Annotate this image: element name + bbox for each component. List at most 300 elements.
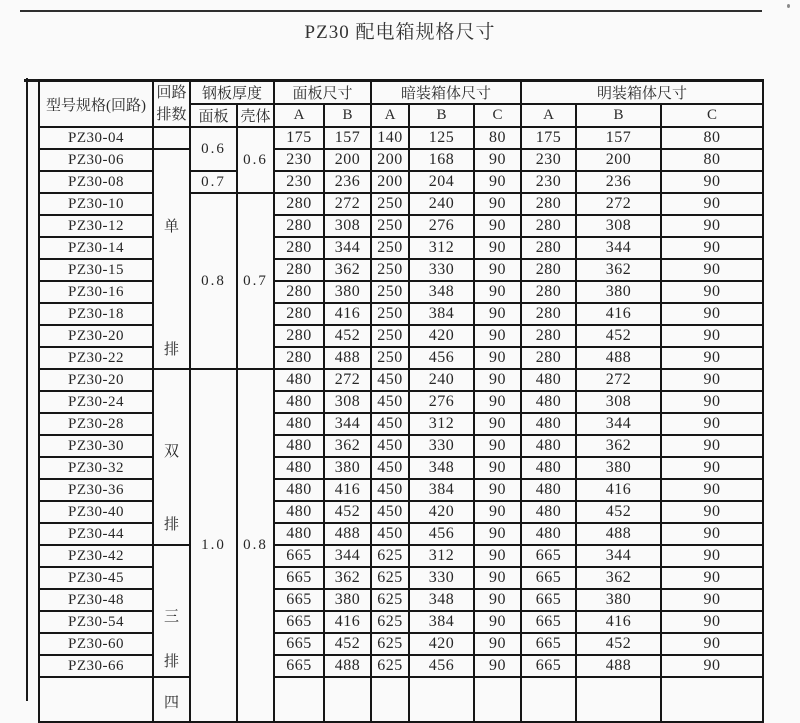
circuit-rows-cell: [153, 369, 190, 545]
surface-b-cell: 380: [576, 589, 661, 611]
surface-a-cell: 665: [521, 611, 576, 633]
surface-b-cell: 362: [576, 567, 661, 589]
concealed-b-cell: 384: [409, 479, 474, 501]
table-row: [39, 655, 763, 677]
model-cell: PZ30-16: [39, 281, 153, 303]
table-row: [39, 501, 763, 523]
concealed-c-cell: 90: [474, 369, 521, 391]
circuit-rows-cell: [153, 127, 190, 149]
header-surface-c: C: [661, 104, 763, 127]
concealed-a-cell: 140: [371, 127, 409, 149]
table-row: [39, 303, 763, 325]
surface-b-cell: 416: [576, 303, 661, 325]
panel-a-cell: 280: [274, 325, 324, 347]
header-panel-a: A: [274, 104, 324, 127]
panel-b-cell: 344: [324, 237, 371, 259]
concealed-c-cell: 90: [474, 633, 521, 655]
model-cell: PZ30-28: [39, 413, 153, 435]
table-row: [39, 281, 763, 303]
vertical-label: [154, 380, 189, 534]
surface-a-cell: 665: [521, 655, 576, 677]
model-cell: PZ30-12: [39, 215, 153, 237]
concealed-a-cell: 625: [371, 567, 409, 589]
surface-a-cell: 280: [521, 347, 576, 369]
table-row: [39, 391, 763, 413]
surface-c-cell: 90: [661, 259, 763, 281]
concealed-c-cell: 90: [474, 237, 521, 259]
vertical-label: [154, 687, 189, 712]
surface-c-cell: 90: [661, 413, 763, 435]
concealed-c-cell: 90: [474, 523, 521, 545]
panel-a-cell: 175: [274, 127, 324, 149]
concealed-c-cell: [474, 677, 521, 722]
spec-table-header: [39, 81, 763, 128]
panel-b-cell: 200: [324, 149, 371, 171]
table-row: [39, 369, 763, 391]
surface-c-cell: 80: [661, 127, 763, 149]
panel-b-cell: 157: [324, 127, 371, 149]
concealed-b-cell: 420: [409, 325, 474, 347]
concealed-c-cell: 90: [474, 347, 521, 369]
surface-b-cell: 380: [576, 457, 661, 479]
panel-a-cell: 665: [274, 567, 324, 589]
concealed-b-cell: 312: [409, 237, 474, 259]
concealed-c-cell: 90: [474, 611, 521, 633]
surface-c-cell: 90: [661, 303, 763, 325]
surface-a-cell: 280: [521, 215, 576, 237]
model-cell: PZ30-44: [39, 523, 153, 545]
surface-c-cell: 90: [661, 611, 763, 633]
surface-c-cell: 90: [661, 479, 763, 501]
surface-c-cell: 90: [661, 435, 763, 457]
table-row: [39, 567, 763, 589]
surface-b-cell: 452: [576, 633, 661, 655]
concealed-b-cell: 420: [409, 501, 474, 523]
concealed-c-cell: 90: [474, 259, 521, 281]
surface-b-cell: 308: [576, 215, 661, 237]
panel-b-cell: 362: [324, 435, 371, 457]
page-title: PZ30 配电箱规格尺寸: [304, 22, 496, 43]
surface-b-cell: 344: [576, 545, 661, 567]
panel-b-cell: 344: [324, 413, 371, 435]
concealed-c-cell: 90: [474, 281, 521, 303]
concealed-c-cell: 90: [474, 501, 521, 523]
concealed-a-cell: 625: [371, 611, 409, 633]
concealed-a-cell: 625: [371, 655, 409, 677]
surface-c-cell: 80: [661, 149, 763, 171]
table-row: [39, 149, 763, 171]
surface-a-cell: 665: [521, 633, 576, 655]
table-row: [39, 523, 763, 545]
panel-a-cell: 230: [274, 149, 324, 171]
surface-c-cell: [661, 677, 763, 722]
panel-a-cell: 280: [274, 259, 324, 281]
table-row: [39, 413, 763, 435]
concealed-a-cell: 250: [371, 325, 409, 347]
table-row: [39, 677, 763, 722]
surface-b-cell: 488: [576, 347, 661, 369]
panel-a-cell: 280: [274, 303, 324, 325]
header-concealed-a: A: [371, 104, 409, 127]
table-row: [39, 325, 763, 347]
concealed-b-cell: 276: [409, 215, 474, 237]
concealed-c-cell: 90: [474, 413, 521, 435]
surface-c-cell: 90: [661, 325, 763, 347]
panel-b-cell: 452: [324, 325, 371, 347]
surface-a-cell: 480: [521, 457, 576, 479]
table-row: [39, 237, 763, 259]
model-cell: PZ30-54: [39, 611, 153, 633]
panel-a-cell: 665: [274, 655, 324, 677]
surface-a-cell: 480: [521, 391, 576, 413]
surface-b-cell: 488: [576, 523, 661, 545]
panel-b-cell: 452: [324, 501, 371, 523]
surface-c-cell: 90: [661, 281, 763, 303]
panel-b-cell: 344: [324, 545, 371, 567]
circuit-rows-cell: [153, 149, 190, 369]
model-cell: PZ30-06: [39, 149, 153, 171]
table-row: [39, 435, 763, 457]
surface-a-cell: 175: [521, 127, 576, 149]
table-row: [39, 347, 763, 369]
concealed-a-cell: 250: [371, 193, 409, 215]
panel-b-cell: 362: [324, 567, 371, 589]
concealed-c-cell: 90: [474, 171, 521, 193]
panel-b-cell: 488: [324, 655, 371, 677]
concealed-b-cell: 384: [409, 303, 474, 325]
panel-a-cell: 280: [274, 193, 324, 215]
concealed-b-cell: 168: [409, 149, 474, 171]
surface-c-cell: 90: [661, 347, 763, 369]
concealed-a-cell: 250: [371, 281, 409, 303]
panel-a-cell: 280: [274, 281, 324, 303]
surface-a-cell: 480: [521, 435, 576, 457]
model-cell: [39, 677, 153, 722]
concealed-c-cell: 90: [474, 193, 521, 215]
model-cell: PZ30-48: [39, 589, 153, 611]
concealed-b-cell: 330: [409, 567, 474, 589]
circuit-rows-cell: [153, 677, 190, 722]
shell-thickness-cell: 0.7: [237, 193, 274, 369]
model-cell: PZ30-24: [39, 391, 153, 413]
concealed-b-cell: 348: [409, 457, 474, 479]
surface-a-cell: 480: [521, 501, 576, 523]
surface-a-cell: 280: [521, 281, 576, 303]
surface-c-cell: 90: [661, 193, 763, 215]
panel-b-cell: 380: [324, 281, 371, 303]
concealed-b-cell: 125: [409, 127, 474, 149]
surface-b-cell: 200: [576, 149, 661, 171]
table-row: [39, 457, 763, 479]
concealed-c-cell: 90: [474, 215, 521, 237]
concealed-c-cell: 80: [474, 127, 521, 149]
concealed-c-cell: 90: [474, 149, 521, 171]
panel-b-cell: 488: [324, 523, 371, 545]
concealed-a-cell: 625: [371, 589, 409, 611]
panel-a-cell: 480: [274, 501, 324, 523]
header-surface-a: A: [521, 104, 576, 127]
panel-a-cell: 665: [274, 611, 324, 633]
concealed-c-cell: 90: [474, 589, 521, 611]
concealed-a-cell: 200: [371, 171, 409, 193]
surface-b-cell: 416: [576, 611, 661, 633]
concealed-a-cell: 450: [371, 391, 409, 413]
panel-b-cell: 308: [324, 215, 371, 237]
concealed-b-cell: 420: [409, 633, 474, 655]
surface-c-cell: 90: [661, 215, 763, 237]
model-cell: PZ30-18: [39, 303, 153, 325]
vertical-label-char: 单: [163, 219, 179, 235]
header-surface-b: B: [576, 104, 661, 127]
header-shell: 壳体: [237, 104, 274, 127]
concealed-b-cell: 330: [409, 435, 474, 457]
header-surface-size: 明装箱体尺寸: [521, 81, 763, 105]
header-model: 型号规格(回路): [39, 81, 153, 128]
model-cell: PZ30-42: [39, 545, 153, 567]
concealed-a-cell: 250: [371, 215, 409, 237]
header-panel-size: 面板尺寸: [274, 81, 371, 105]
table-row: [39, 589, 763, 611]
surface-a-cell: 665: [521, 567, 576, 589]
surface-b-cell: 157: [576, 127, 661, 149]
table-row: [39, 171, 763, 193]
panel-a-cell: 480: [274, 479, 324, 501]
surface-b-cell: 362: [576, 259, 661, 281]
surface-c-cell: 90: [661, 391, 763, 413]
surface-b-cell: 272: [576, 369, 661, 391]
vertical-label-char: 排: [163, 654, 179, 670]
concealed-a-cell: 250: [371, 347, 409, 369]
header-concealed-b: B: [409, 104, 474, 127]
panel-a-cell: 230: [274, 171, 324, 193]
model-cell: PZ30-14: [39, 237, 153, 259]
concealed-a-cell: 250: [371, 303, 409, 325]
spec-table: [38, 79, 764, 723]
surface-a-cell: 480: [521, 479, 576, 501]
model-cell: PZ30-10: [39, 193, 153, 215]
panel-a-cell: 280: [274, 347, 324, 369]
panel-thickness-cell: 0.7: [190, 171, 237, 193]
vertical-label: [154, 159, 189, 359]
panel-a-cell: [274, 677, 324, 722]
concealed-a-cell: [371, 677, 409, 722]
panel-a-cell: 280: [274, 215, 324, 237]
model-cell: PZ30-20: [39, 325, 153, 347]
surface-b-cell: 416: [576, 479, 661, 501]
model-cell: PZ30-32: [39, 457, 153, 479]
panel-a-cell: 480: [274, 413, 324, 435]
vertical-label-char: 排: [163, 517, 179, 533]
concealed-c-cell: 90: [474, 479, 521, 501]
panel-a-cell: 480: [274, 369, 324, 391]
model-cell: PZ30-45: [39, 567, 153, 589]
concealed-a-cell: 250: [371, 237, 409, 259]
model-cell: PZ30-04: [39, 127, 153, 149]
concealed-b-cell: 240: [409, 193, 474, 215]
vertical-label-char: 排: [163, 342, 179, 358]
panel-b-cell: 308: [324, 391, 371, 413]
surface-a-cell: 230: [521, 149, 576, 171]
surface-c-cell: 90: [661, 523, 763, 545]
concealed-a-cell: 450: [371, 369, 409, 391]
surface-b-cell: 344: [576, 413, 661, 435]
panel-b-cell: 452: [324, 633, 371, 655]
surface-a-cell: 280: [521, 193, 576, 215]
table-row: [39, 259, 763, 281]
model-cell: PZ30-22: [39, 347, 153, 369]
concealed-a-cell: 450: [371, 413, 409, 435]
surface-c-cell: 90: [661, 655, 763, 677]
surface-c-cell: 90: [661, 171, 763, 193]
surface-b-cell: 452: [576, 501, 661, 523]
concealed-c-cell: 90: [474, 545, 521, 567]
surface-a-cell: 280: [521, 259, 576, 281]
concealed-b-cell: 348: [409, 281, 474, 303]
surface-a-cell: 280: [521, 325, 576, 347]
header-panel-b: B: [324, 104, 371, 127]
concealed-a-cell: 200: [371, 149, 409, 171]
spec-table-body: [39, 127, 763, 722]
panel-a-cell: 665: [274, 633, 324, 655]
surface-a-cell: 480: [521, 523, 576, 545]
surface-c-cell: 90: [661, 501, 763, 523]
surface-a-cell: 665: [521, 545, 576, 567]
concealed-b-cell: 348: [409, 589, 474, 611]
concealed-b-cell: 384: [409, 611, 474, 633]
page-top-rule: [20, 10, 762, 12]
panel-a-cell: 480: [274, 457, 324, 479]
model-cell: PZ30-20: [39, 369, 153, 391]
model-cell: PZ30-66: [39, 655, 153, 677]
table-row: [39, 193, 763, 215]
header-concealed-c: C: [474, 104, 521, 127]
panel-a-cell: 480: [274, 391, 324, 413]
concealed-b-cell: 456: [409, 347, 474, 369]
panel-a-cell: 665: [274, 589, 324, 611]
table-left-frame-rule: [26, 78, 28, 701]
panel-b-cell: 362: [324, 259, 371, 281]
vertical-label-char: 四: [163, 695, 179, 711]
model-cell: PZ30-08: [39, 171, 153, 193]
surface-b-cell: 452: [576, 325, 661, 347]
concealed-b-cell: 276: [409, 391, 474, 413]
concealed-c-cell: 90: [474, 567, 521, 589]
panel-thickness-cell: 0.8: [190, 193, 237, 369]
surface-b-cell: 488: [576, 655, 661, 677]
concealed-b-cell: 456: [409, 655, 474, 677]
concealed-b-cell: [409, 677, 474, 722]
surface-a-cell: 230: [521, 171, 576, 193]
panel-b-cell: [324, 677, 371, 722]
table-row: [39, 215, 763, 237]
model-cell: PZ30-40: [39, 501, 153, 523]
surface-b-cell: 236: [576, 171, 661, 193]
panel-b-cell: 380: [324, 457, 371, 479]
panel-b-cell: 488: [324, 347, 371, 369]
surface-a-cell: 480: [521, 369, 576, 391]
surface-a-cell: 280: [521, 237, 576, 259]
panel-b-cell: 416: [324, 479, 371, 501]
vertical-label: [154, 551, 189, 671]
panel-a-cell: 280: [274, 237, 324, 259]
model-cell: PZ30-15: [39, 259, 153, 281]
header-circuit-rows: [153, 81, 190, 128]
concealed-c-cell: 90: [474, 391, 521, 413]
panel-b-cell: 272: [324, 369, 371, 391]
concealed-c-cell: 90: [474, 303, 521, 325]
concealed-a-cell: 450: [371, 479, 409, 501]
concealed-b-cell: 204: [409, 171, 474, 193]
circuit-rows-cell: [153, 545, 190, 677]
model-cell: PZ30-60: [39, 633, 153, 655]
table-row: [39, 633, 763, 655]
concealed-a-cell: 450: [371, 457, 409, 479]
concealed-b-cell: 330: [409, 259, 474, 281]
surface-a-cell: [521, 677, 576, 722]
surface-b-cell: 362: [576, 435, 661, 457]
table-row: [39, 127, 763, 149]
surface-c-cell: 90: [661, 567, 763, 589]
concealed-c-cell: 90: [474, 655, 521, 677]
surface-c-cell: 90: [661, 589, 763, 611]
surface-c-cell: 90: [661, 457, 763, 479]
surface-a-cell: 280: [521, 303, 576, 325]
concealed-a-cell: 450: [371, 523, 409, 545]
surface-b-cell: 380: [576, 281, 661, 303]
table-row: [39, 545, 763, 567]
surface-c-cell: 90: [661, 369, 763, 391]
surface-b-cell: 308: [576, 391, 661, 413]
concealed-b-cell: 456: [409, 523, 474, 545]
concealed-c-cell: 90: [474, 457, 521, 479]
panel-b-cell: 416: [324, 611, 371, 633]
table-row: [39, 611, 763, 633]
surface-b-cell: 344: [576, 237, 661, 259]
panel-a-cell: 665: [274, 545, 324, 567]
concealed-a-cell: 450: [371, 435, 409, 457]
scan-corner-mark: [787, 4, 790, 8]
surface-c-cell: 90: [661, 237, 763, 259]
shell-thickness-cell: 0.8: [237, 369, 274, 722]
concealed-b-cell: 240: [409, 369, 474, 391]
concealed-a-cell: 450: [371, 501, 409, 523]
concealed-b-cell: 312: [409, 545, 474, 567]
header-panel: 面板: [190, 104, 237, 127]
header-steel-thickness: 钢板厚度: [190, 81, 274, 105]
surface-a-cell: 665: [521, 589, 576, 611]
surface-a-cell: 480: [521, 413, 576, 435]
panel-a-cell: 480: [274, 523, 324, 545]
panel-a-cell: 480: [274, 435, 324, 457]
concealed-b-cell: 312: [409, 413, 474, 435]
model-cell: PZ30-36: [39, 479, 153, 501]
concealed-c-cell: 90: [474, 325, 521, 347]
header-row-1: [39, 81, 763, 105]
vertical-label-char: 双: [163, 444, 179, 460]
panel-b-cell: 416: [324, 303, 371, 325]
concealed-a-cell: 250: [371, 259, 409, 281]
header-concealed-size: 暗装箱体尺寸: [371, 81, 521, 105]
surface-b-cell: 272: [576, 193, 661, 215]
surface-c-cell: 90: [661, 545, 763, 567]
header-circuit-line1: 回路: [156, 85, 187, 101]
surface-b-cell: [576, 677, 661, 722]
panel-b-cell: 380: [324, 589, 371, 611]
panel-thickness-cell: 1.0: [190, 369, 237, 722]
header-circuit-line2: 排数: [156, 107, 187, 123]
shell-thickness-cell: 0.6: [237, 127, 274, 193]
panel-b-cell: 272: [324, 193, 371, 215]
